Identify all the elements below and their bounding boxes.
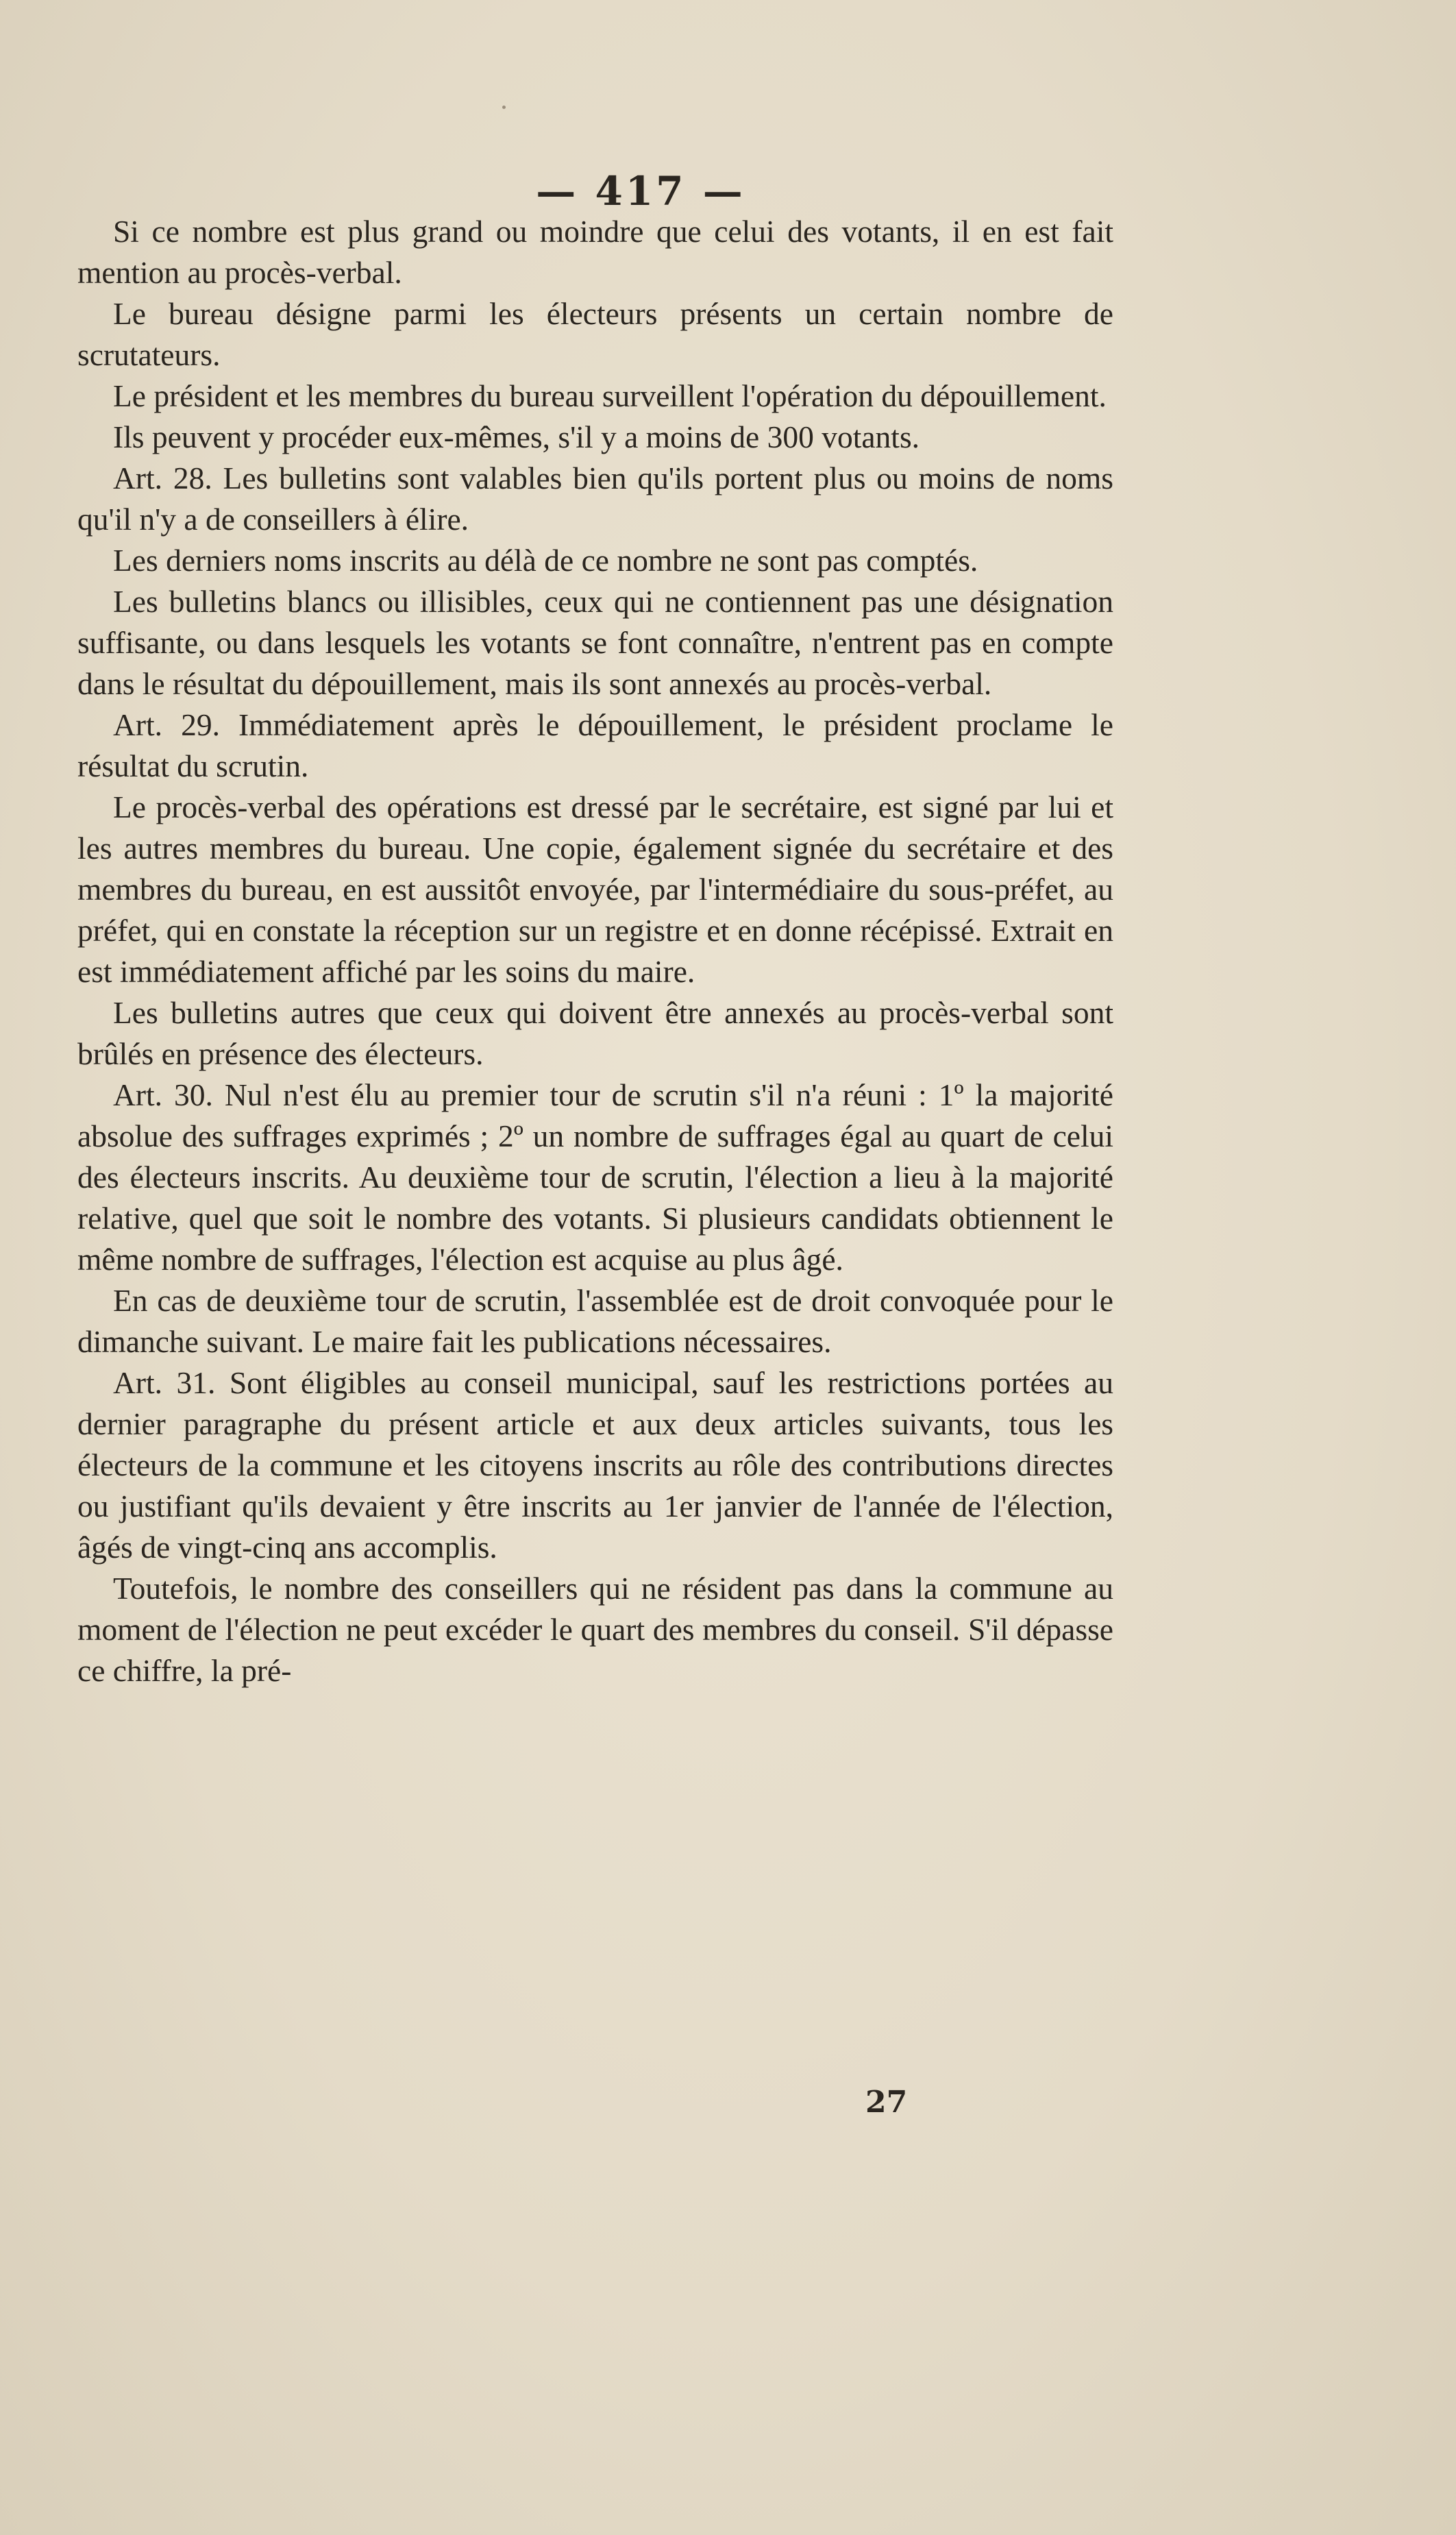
paragraph: Les derniers noms inscrits au délà de ce nombre ne sont pas comptés. [113, 543, 978, 578]
paragraph: Les bulletins autres que ceux qui doivent être annexés au procès-verbal sont brûlés en présence des électeurs. [77, 995, 1113, 1071]
paragraph-article-30: Art. 30. Nul n'est élu au premier tour de scrutin s'il n'a réuni : 1º la majorité absolue des suffrages exprimés ; 2º un nombre de suffrages égal au quart de celui des électeurs inscrits. Au deuxième tour de scrutin, l'élection a lieu à la majorité relative, quel que soit le nombre des votants. Si plusieurs candidats obtiennent le même nombre de suffrages, l'élection est acquise au plus âgé. [77, 1077, 1113, 1277]
paragraph: Si ce nombre est plus grand ou moindre que celui des votants, il en est fait mention au procès-verbal. [77, 214, 1113, 290]
signature-mark: 27 [865, 2085, 908, 2120]
ink-speck [502, 106, 506, 109]
paragraph: Ils peuvent y procéder eux-mêmes, s'il y a moins de 300 votants. [113, 419, 920, 454]
paragraph: Le bureau désigne parmi les électeurs présents un certain nombre de scrutateurs. [77, 296, 1113, 372]
page-number-header: — 417 — [536, 168, 745, 215]
paragraph-article-29: Art. 29. Immédiatement après le dépouillement, le président proclame le résultat du scrutin. [77, 707, 1113, 783]
paragraph-article-28: Art. 28. Les bulletins sont valables bien qu'ils portent plus ou moins de noms qu'il n'y a de conseillers à élire. [77, 461, 1113, 537]
paragraph: En cas de deuxième tour de scrutin, l'assemblée est de droit convoquée pour le dimanche suivant. Le maire fait les publications nécessaires. [77, 1283, 1113, 1359]
paragraph: Le procès-verbal des opérations est dressé par le secrétaire, est signé par lui et les autres membres du bureau. Une copie, également signée du secrétaire et des membres du bureau, en est aussitôt envoyée, par l'intermédiaire du sous-préfet, au préfet, qui en constate la réception sur un registre et en donne récépissé. Extrait en est immédiatement affiché par les soins du maire. [77, 789, 1113, 989]
body-text [77, 211, 1113, 1691]
paragraph: Toutefois, le nombre des conseillers qui ne résident pas dans la commune au moment de l'élection ne peut excéder le quart des membres du conseil. S'il dépasse ce chiffre, la pré- [77, 1571, 1113, 1688]
paragraph-article-31: Art. 31. Sont éligibles au conseil municipal, sauf les restrictions portées au dernier paragraphe du présent article et aux deux articles suivants, tous les électeurs de la commune et les citoyens inscrits au rôle des contributions directes ou justifiant qu'ils devaient y être inscrits au 1er janvier de l'année de l'élection, âgés de vingt-cinq ans accomplis. [77, 1365, 1113, 1565]
paragraph: Les bulletins blancs ou illisibles, ceux qui ne contiennent pas une désignation suffisante, ou dans lesquels les votants se font connaître, n'entrent pas en compte dans le résultat du dépouillement, mais ils sont annexés au procès-verbal. [77, 584, 1113, 701]
paragraph: Le président et les membres du bureau surveillent l'opération du dépouillement. [113, 378, 1107, 413]
